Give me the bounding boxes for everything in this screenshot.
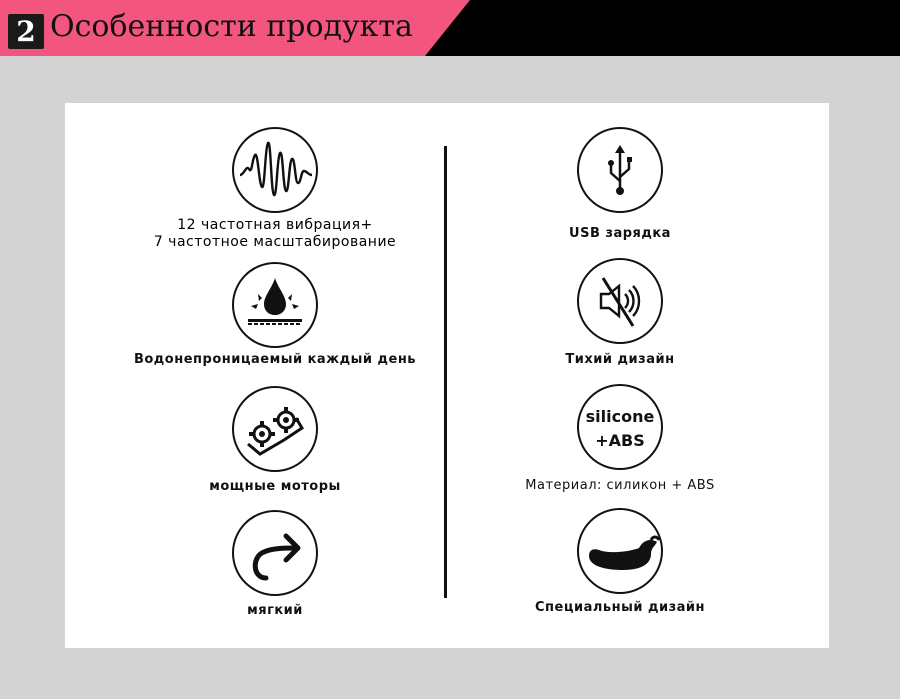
usb-icon (577, 127, 663, 213)
feature-special-label: Специальный дизайн (535, 600, 705, 615)
product-shape-icon (577, 508, 663, 594)
feature-motors-label: мощные моторы (209, 479, 341, 494)
feature-usb-label: USB зарядка (569, 226, 671, 241)
header-banner (0, 0, 900, 56)
features-panel (65, 103, 829, 648)
gears-icon (232, 386, 318, 472)
feature-material-label: Материал: силикон + ABS (525, 478, 715, 493)
feature-soft-label: мягкий (247, 603, 303, 618)
page-title: Особенности продукта (50, 9, 413, 44)
material-badge-line2: +ABS (595, 431, 645, 450)
water-drop-icon (232, 262, 318, 348)
material-badge-line1: silicone (585, 407, 655, 426)
column-divider (444, 146, 447, 598)
curved-arrow-icon (232, 510, 318, 596)
wave-icon (232, 127, 318, 213)
feature-vibration-label (130, 217, 420, 251)
section-number: 2 (8, 14, 44, 49)
mute-speaker-icon (577, 258, 663, 344)
feature-quiet-label: Тихий дизайн (565, 352, 675, 367)
feature-vibration-line1: 12 частотная вибрация+ (177, 217, 373, 233)
feature-vibration-line2: 7 частотное масштабирование (153, 234, 397, 250)
material-badge (577, 384, 663, 470)
feature-waterproof-label: Водонепроницаемый каждый день (133, 352, 417, 367)
